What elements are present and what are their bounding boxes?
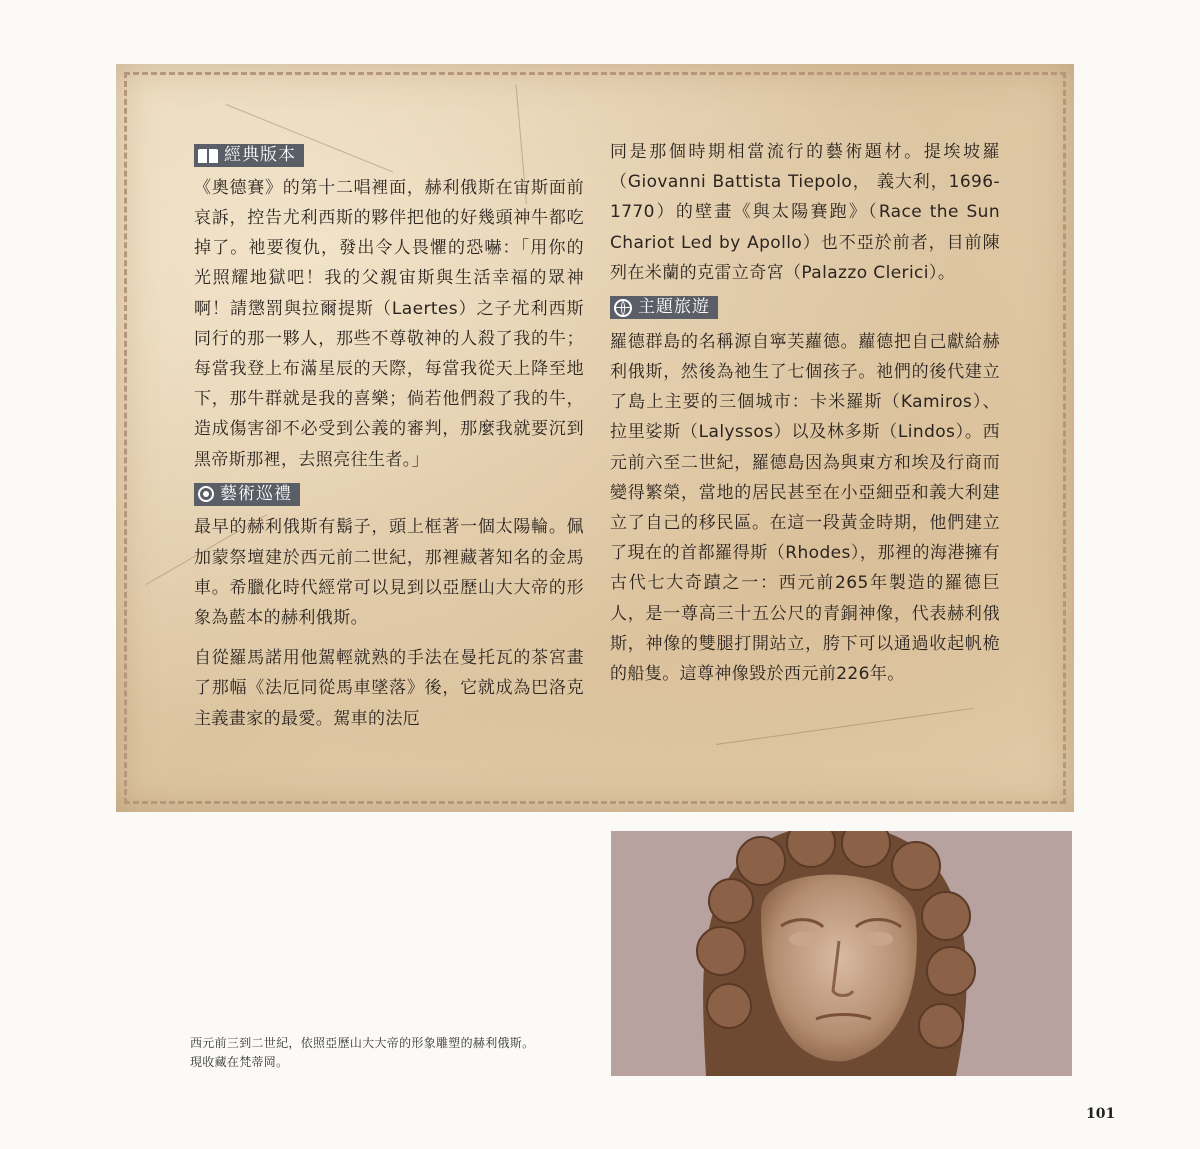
section-heading-label: 藝術巡禮 xyxy=(220,483,292,504)
parchment-panel xyxy=(116,64,1074,812)
book-icon xyxy=(198,149,218,163)
right-column xyxy=(610,137,1000,689)
paragraph: 自從羅馬諾用他駕輕就熟的手法在曼托瓦的茶宮畫了那幅《法厄同從馬車墜落》後，它就成為巴洛克主義畫家的最愛。駕車的法厄 xyxy=(194,648,584,729)
section-heading-classic xyxy=(194,144,304,167)
helios-bust-photo xyxy=(611,831,1072,1076)
paragraph: 最早的赫利俄斯有鬍子，頭上框著一個太陽輪。佩加蒙祭壇建於西元前二世紀，那裡藏著知名的金馬車。希臘化時代經常可以見到以亞歷山大大帝的形象為藍本的赫利俄斯。 xyxy=(194,517,584,629)
left-column xyxy=(194,141,584,734)
caption-line: 西元前三到二世紀，依照亞歷山大大帝的形象雕塑的赫利俄斯。 xyxy=(190,1036,535,1050)
section-heading-travel xyxy=(610,296,718,319)
texture-crack xyxy=(716,708,974,745)
paragraph: 同是那個時期相當流行的藝術題材。提埃坡羅（Giovanni Battista Tiepolo， 義大利，1696-1770）的壁畫《與太陽賽跑》（Race the Sun Chariot Led by Apollo）也不亞於前者，目前陳列在米蘭的克雷立奇宮（Palazzo Clerici）。 xyxy=(610,142,1000,283)
section-heading-label: 主題旅遊 xyxy=(638,297,710,318)
page-number: 101 xyxy=(1086,1106,1116,1122)
caption-line: 現收藏在梵蒂岡。 xyxy=(190,1055,289,1069)
section-heading-label: 經典版本 xyxy=(224,145,296,165)
figure-caption xyxy=(190,1034,602,1072)
paragraph: 《奧德賽》的第十二唱裡面，赫利俄斯在宙斯面前哀訴，控告尤利西斯的夥伴把他的好幾頭神牛都吃掉了。祂要復仇，發出令人畏懼的恐嚇：「用你的光照耀地獄吧！我的父親宙斯與生活幸福的眾神啊！請懲罰與拉爾提斯（Laertes）之子尤利西斯同行的那一夥人，那些不尊敬神的人殺了我的牛；每當我登上布滿星辰的天際，每當我從天上降至地下，那牛群就是我的喜樂；倘若他們殺了我的牛，造成傷害卻不必受到公義的審判，那麼我就要沉到黑帝斯那裡，去照亮往生者。」 xyxy=(194,177,584,470)
paragraph: 羅德群島的名稱源自寧芙蘿德。蘿德把自己獻給赫利俄斯，然後為祂生了七個孩子。祂們的後代建立了島上主要的三個城市：卡米羅斯（Kamiros）、拉里娑斯（Lalyssos）以及林多斯（Lindos）。西元前六至二世紀，羅德島因為與東方和埃及行商而變得繁榮，當地的居民甚至在小亞細亞和義大利建立了自己的移民區。在這一段黃金時期，他們建立了現在的首都羅得斯（Rhodes），那裡的海港擁有古代七大奇蹟之一：西元前265年製造的羅德巨人，是一尊高三十五公尺的青銅神像，代表赫利俄斯，神像的雙腿打開站立，胯下可以通過收起帆桅的船隻。這尊神像毀於西元前226年。 xyxy=(610,331,1000,684)
helios-bust-illustration xyxy=(611,831,1072,1076)
globe-icon xyxy=(614,299,632,317)
section-heading-art xyxy=(194,483,300,506)
eye-icon xyxy=(198,486,214,502)
